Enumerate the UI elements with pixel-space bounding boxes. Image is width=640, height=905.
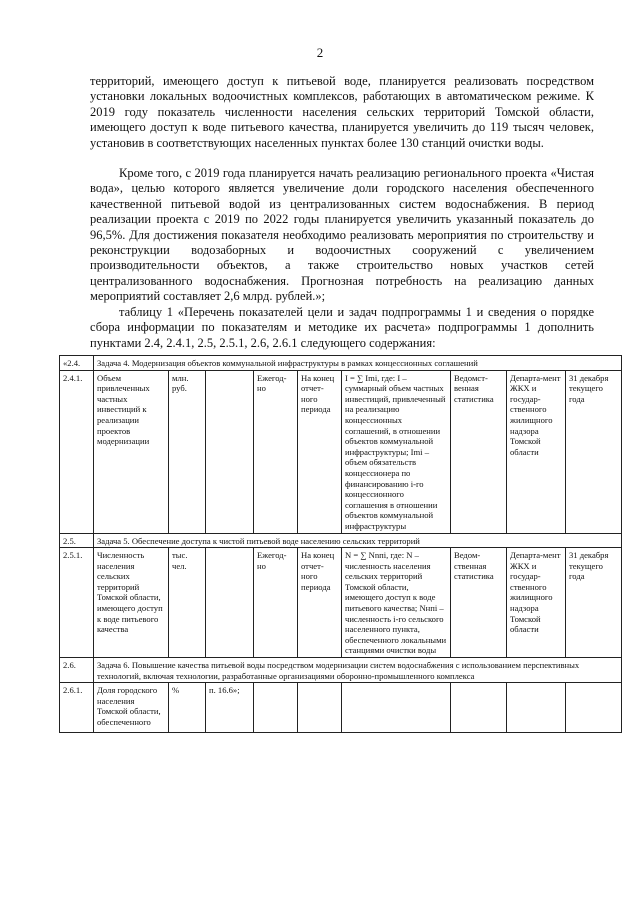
empty-cell [206,370,254,533]
empty-cell [507,683,566,733]
calculation-formula: I = ∑ Imi, где: I – суммарный объем частных инвестиций, привлеченный на реализацию концессионных соглашений, в отношении объектов коммунальной инфраструктуры; Imi – объем обязательств концессионера по финансированию i-го концессионного соглашения в отношении объектов коммунальной инфраструктуры [342,370,451,533]
paragraph-1: территорий, имеющего доступ к питьевой воде, планируется реализовать посредством установки локальных водоочистных комплексов, работающих в автоматическом режиме. К 2019 году показатель численности населения сельских территорий Томской области, имеющего доступ к воде питьевого качества, планируется увеличить до 119 тысяч человек, установив в соответствующих населенных пунктах более 130 станций очистки воды. [90,74,594,150]
task-title: Задача 4. Модернизация объектов коммунальной инфраструктуры в рамках концессионных соглашений [94,356,622,371]
indicator-name: Численность населения сельских территорий Томской области, имеющего доступ к воде питьевого качества [94,548,169,658]
empty-cell [298,683,342,733]
page-number: 2 [316,45,324,60]
data-source: Ведомст-венная статистика [451,370,507,533]
empty-cell [342,683,451,733]
empty-cell [451,683,507,733]
deadline: 31 декабря текущего года [566,548,622,658]
unit: млн. руб. [169,370,206,533]
table-row-2-4-1 [60,370,622,533]
table-row-2-4 [60,356,622,371]
table-row-2-5-1 [60,548,622,658]
indicators-table [59,355,622,733]
task-title: Задача 5. Обеспечение доступа к чистой питьевой воде населению сельских территорий [94,533,622,548]
row-number: 2.4.1. [60,370,94,533]
responsible: Департа-мент ЖКХ и государ-ственного жилищного надзора Томской области [507,370,566,533]
data-source: Ведом-ственная статистика [451,548,507,658]
row-number: 2.6. [60,658,94,683]
calculation-formula: N = ∑ Nnпi, где: N – численность населения сельских территорий Томской области, имеющего доступ к воде питьевого качества; Nнпi – численность i-го сельского населенного пункта, обеспеченного локальными станциями очистки воды [342,548,451,658]
row-number: «2.4. [60,356,94,371]
periodicity: Ежегод-но [254,548,298,658]
table-row-2-6 [60,658,622,683]
time-characteristic: На конец отчет-ного периода [298,548,342,658]
paragraph-3: таблицу 1 «Перечень показателей цели и задач подпрограммы 1 и сведения о порядке сбора информации по показателям и методике их расчета» подпрограммы 1 дополнить пунктами 2.4, 2.4.1, 2.5, 2.5.1, 2.6, 2.6.1 следующего содержания: [90,305,594,350]
indicator-name-text: Доля городского населения Томской области, обеспеченного [97,685,161,727]
paragraph-2: Кроме того, с 2019 года планируется начать реализацию регионального проекта «Чистая вода», целью которого является увеличение доли городского населения обеспеченного качественной питьевой водой из централизованных систем водоснабжения. В период реализации проекта с 2019 по 2022 годы планируется увеличить указанный показатель до 96,5%. Для достижения показателя необходимо реализовать мероприятия по строительству и реконструкции водозаборных и водоочистных сооружений с увеличением производительности объектов, а также строительство новых участков сетей централизованного водоснабжения. Прогнозная потребность на реализацию данных мероприятий составляет 2,6 млрд. рублей.»; [90,166,594,304]
task-title: Задача 6. Повышение качества питьевой воды посредством модернизации систем водоснабжения с использованием перспективных технологий, включая технологии, разработанные организациями оборонно-промышленного комплекса [94,658,622,683]
periodicity: Ежегод-но [254,370,298,533]
empty-cell [254,683,298,733]
table-row-2-6-1 [60,683,622,733]
row-number: 2.5. [60,533,94,548]
row-number: 2.6.1. [60,683,94,733]
time-characteristic: На конец отчет-ного периода [298,370,342,533]
empty-cell [566,683,622,733]
row-number: 2.5.1. [60,548,94,658]
indicator-name: Объем привлеченных частных инвестиций к реализации проектов модернизации [94,370,169,533]
deadline: 31 декабря текущего года [566,370,622,533]
empty-cell [206,548,254,658]
indicator-name [94,683,169,733]
unit: % [169,683,206,733]
note-cell: п. 16.6»; [206,683,254,733]
responsible: Департа-мент ЖКХ и государ-ственного жилищного надзора Томской области [507,548,566,658]
unit: тыс. чел. [169,548,206,658]
table-row-2-5 [60,533,622,548]
